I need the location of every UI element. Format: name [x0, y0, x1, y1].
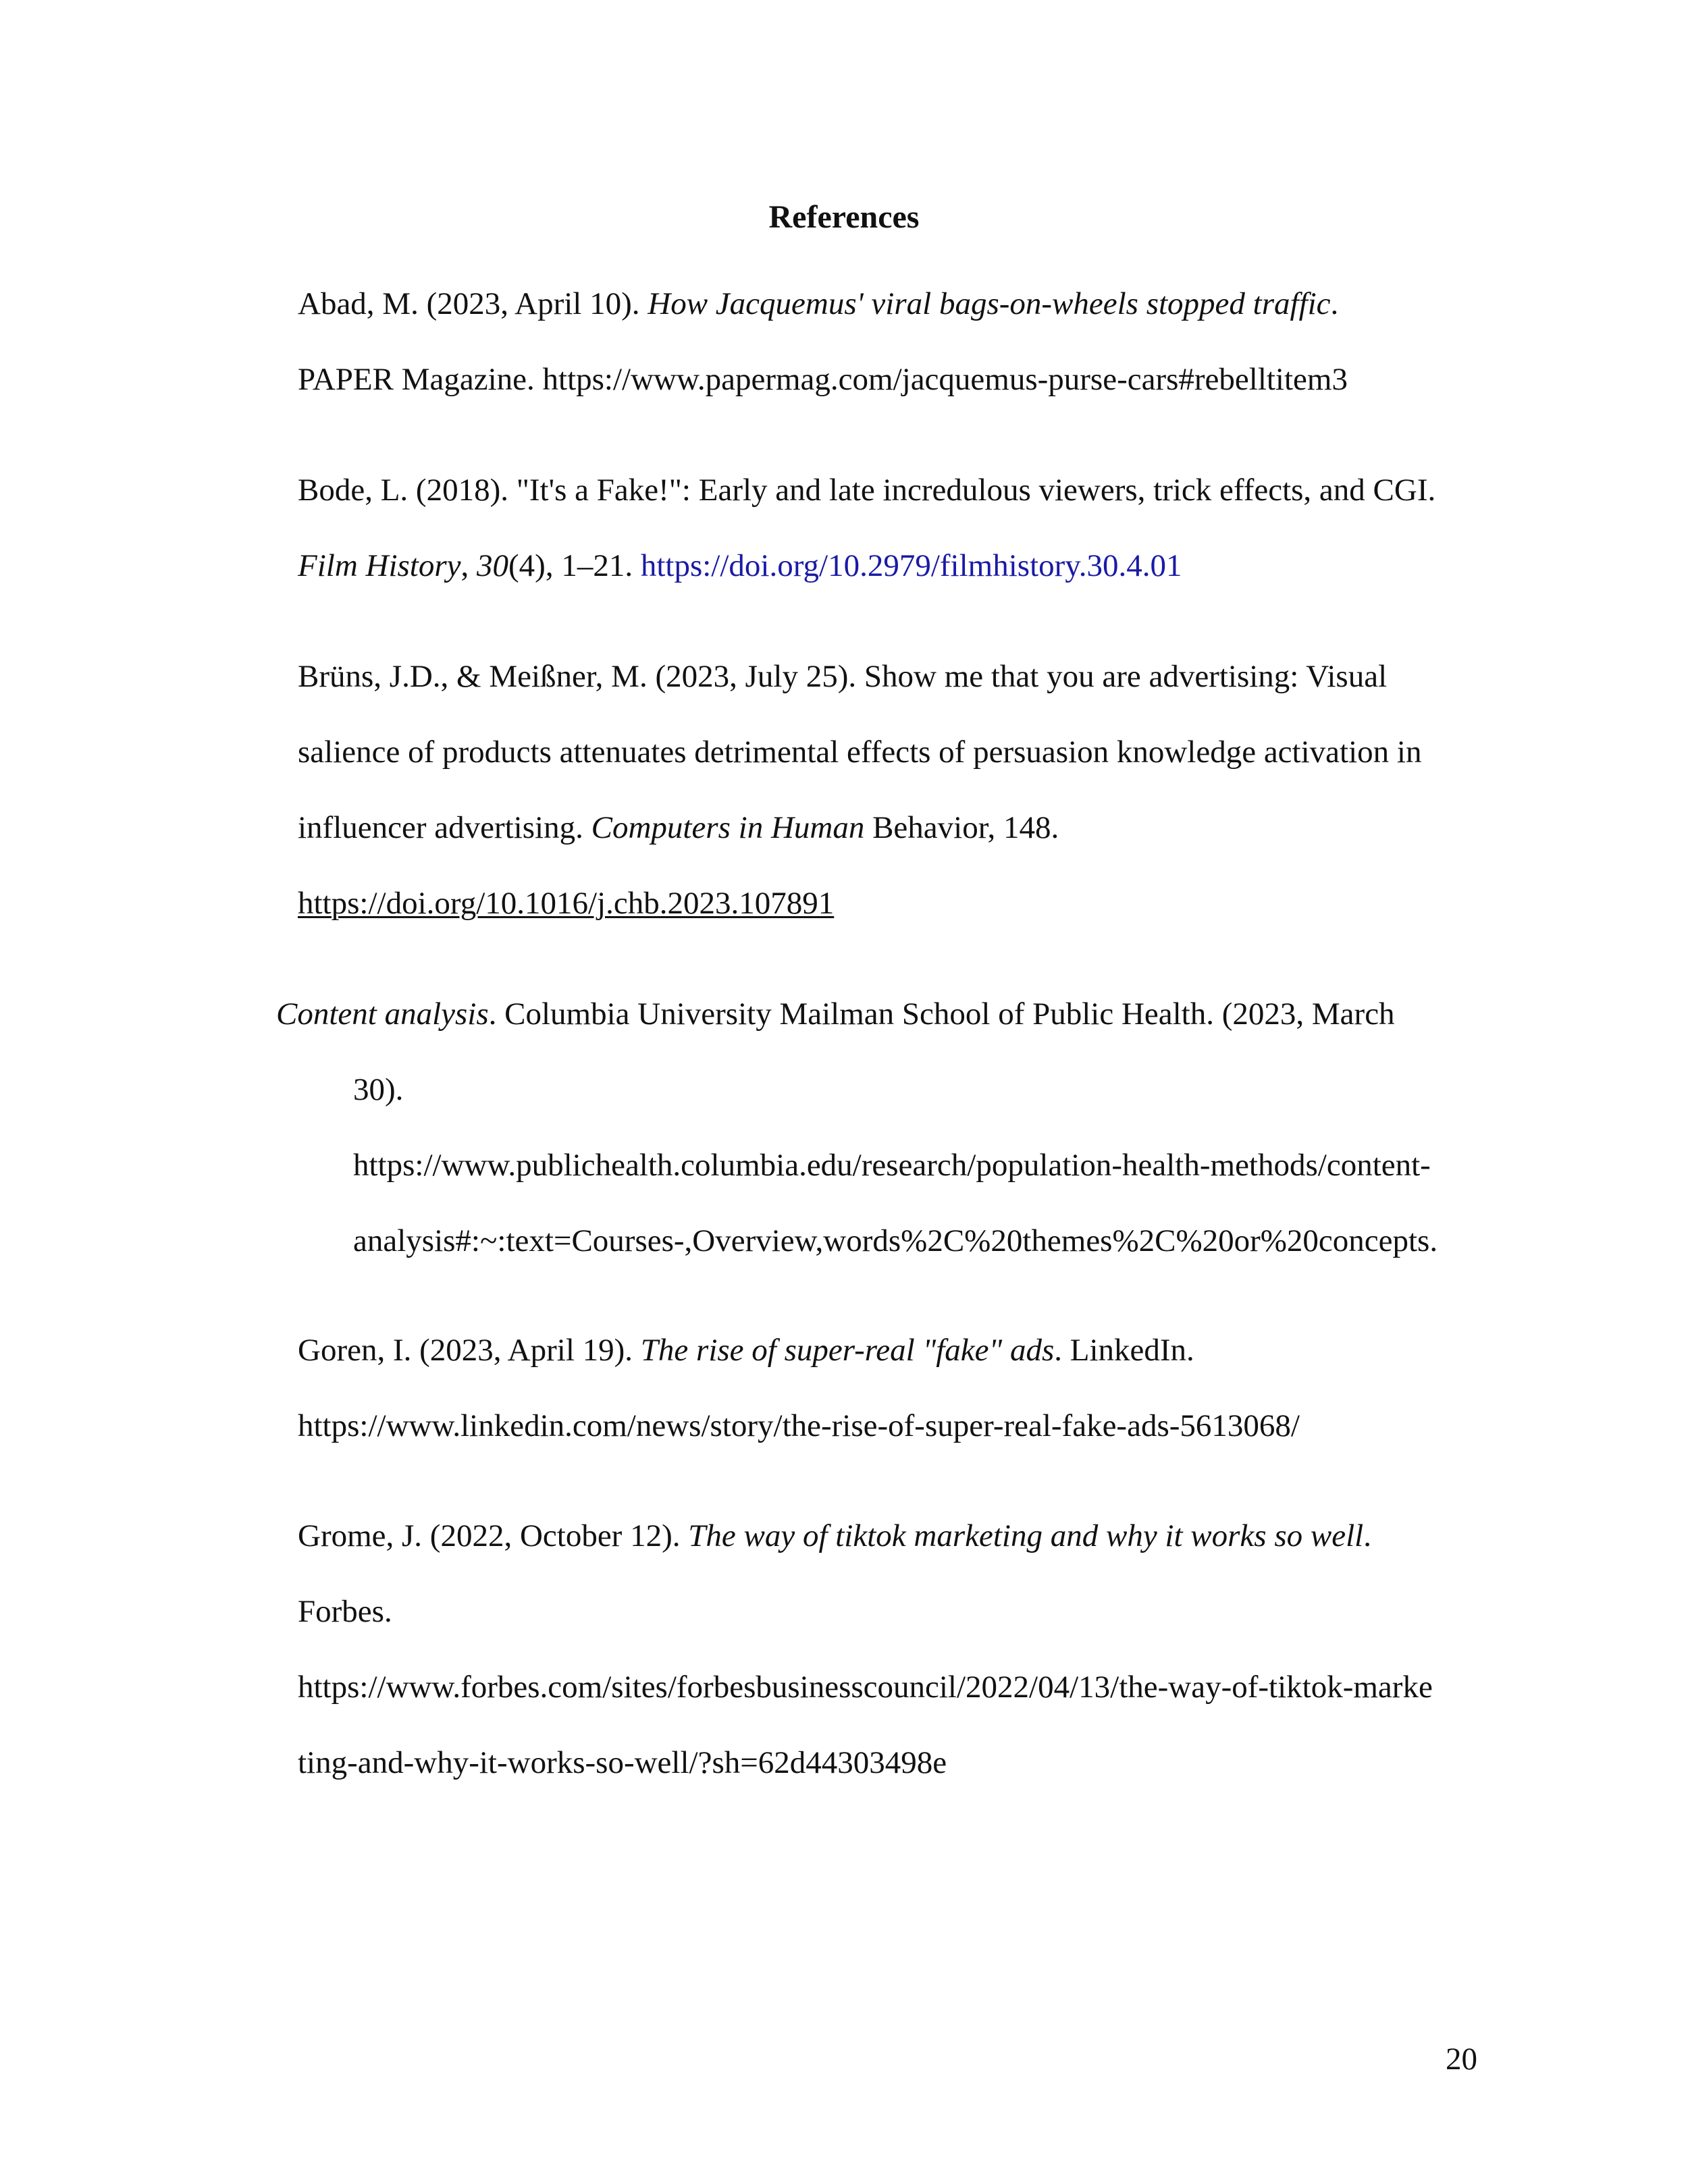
reference-bruns-line-3-end: Behavior, 148. — [864, 810, 1059, 845]
reference-abad-title: How Jacquemus' viral bags-on-wheels stopped traffic — [648, 286, 1331, 321]
reference-content-analysis-line-1-rest: . Columbia University Mailman School of Public Health. (2023, March — [488, 996, 1395, 1032]
reference-bruns-line-3-start: influencer advertising. — [298, 810, 591, 845]
reference-goren-line-1 — [298, 1330, 1194, 1370]
reference-bruns-journal: Computers in Human — [591, 810, 865, 845]
page-number: 20 — [1446, 2042, 1477, 2077]
reference-goren-author-date: Goren, I. (2023, April 19). — [298, 1333, 641, 1368]
reference-grome-url-2: ting-and-why-it-works-so-well/?sh=62d44303498e — [298, 1745, 947, 1780]
reference-bruns-line-2: salience of products attenuates detrimental effects of persuasion knowledge activation in — [298, 735, 1422, 770]
reference-grome-title: The way of tiktok marketing and why it works so well — [688, 1518, 1364, 1553]
reference-abad-source-url: PAPER Magazine. https://www.papermag.com/jacquemus-purse-cars#rebelltitem3 — [298, 362, 1348, 397]
page-title: References — [768, 199, 920, 235]
reference-bruns-doi-link[interactable]: https://doi.org/10.1016/j.chb.2023.107891 — [298, 886, 835, 921]
reference-goren-title: The rise of super-real "fake" ads — [640, 1333, 1055, 1368]
reference-bode-line-1: Bode, L. (2018). "It's a Fake!": Early and late incredulous viewers, trick effects, and CGI. — [298, 473, 1436, 508]
reference-bruns-line-3 — [298, 807, 1059, 848]
reference-bode-comma: , — [460, 548, 477, 583]
reference-grome-title-end: . — [1363, 1518, 1371, 1553]
reference-abad-title-end: . — [1330, 286, 1339, 321]
reference-content-analysis-line-2: 30). — [353, 1072, 404, 1107]
reference-goren-url: https://www.linkedin.com/news/story/the-rise-of-super-real-fake-ads-5613068/ — [298, 1408, 1300, 1443]
reference-bode-line-2 — [298, 545, 1182, 586]
reference-bode-volume: 30 — [477, 548, 509, 583]
reference-content-analysis-url-2: analysis#:~:text=Courses-,Overview,words%2C%20themes%2C%20or%20concepts. — [353, 1223, 1438, 1258]
reference-content-analysis-url-1: https://www.publichealth.columbia.edu/research/population-health-methods/content- — [353, 1148, 1431, 1183]
reference-abad-line-1 — [298, 284, 1338, 324]
reference-bode-issue-pages: (4), 1–21. — [508, 548, 641, 583]
reference-bode-journal: Film History — [298, 548, 461, 583]
reference-content-analysis-title: Content analysis — [276, 996, 489, 1032]
reference-content-analysis-line-1 — [276, 994, 1395, 1034]
reference-grome-source: Forbes. — [298, 1594, 392, 1629]
reference-bode-doi-link[interactable]: https://doi.org/10.2979/filmhistory.30.4.01 — [640, 548, 1182, 583]
reference-grome-author-date: Grome, J. (2022, October 12). — [298, 1518, 689, 1553]
reference-goren-source: . LinkedIn. — [1054, 1333, 1194, 1368]
reference-abad-author-date: Abad, M. (2023, April 10). — [298, 286, 648, 321]
reference-grome-line-1 — [298, 1516, 1371, 1556]
reference-grome-url-1: https://www.forbes.com/sites/forbesbusinesscouncil/2022/04/13/the-way-of-tiktok-marke — [298, 1670, 1433, 1705]
reference-bruns-line-1: Brüns, J.D., & Meißner, M. (2023, July 25). Show me that you are advertising: Visual — [298, 659, 1388, 694]
